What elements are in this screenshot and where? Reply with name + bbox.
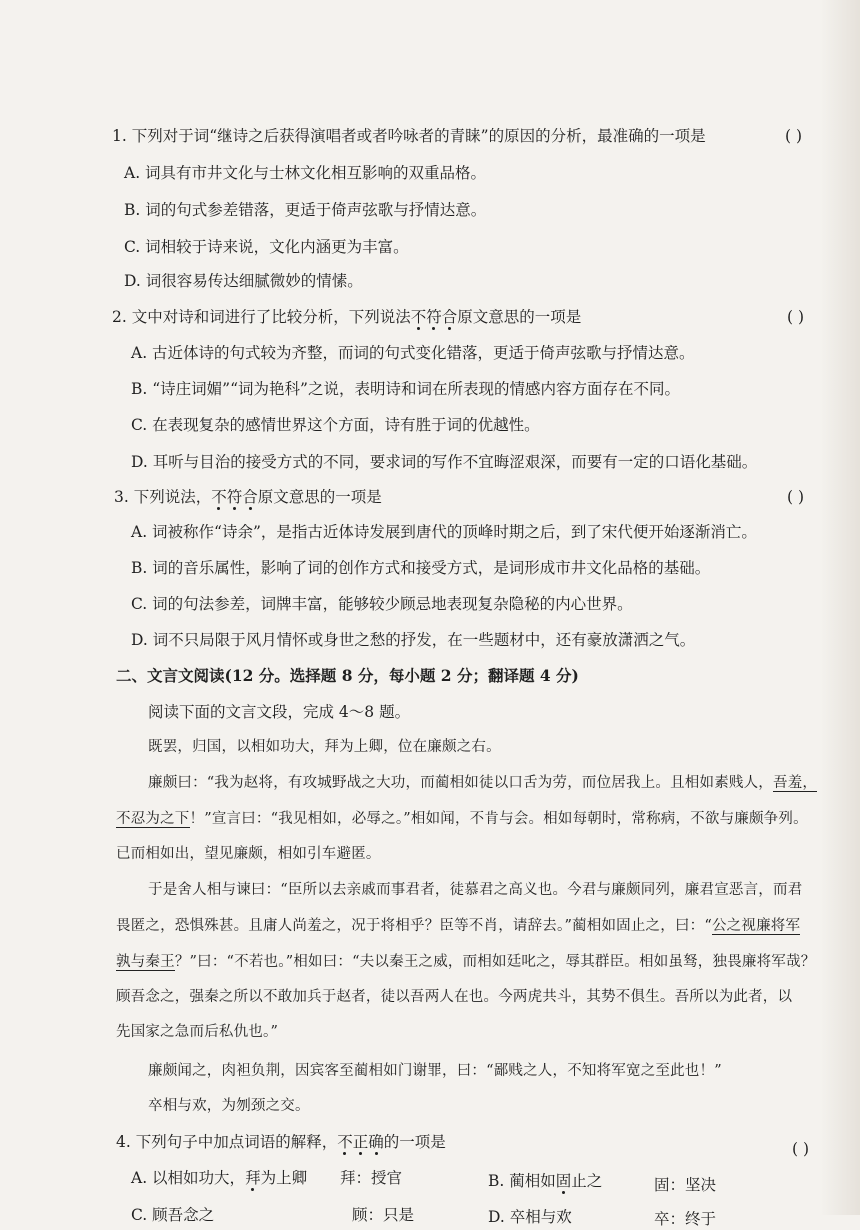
q4-option-a-text: A. 以相如功大， [131, 1169, 246, 1187]
emphasis-char: 不 [337, 1133, 353, 1151]
emphasis-char: 合 [441, 308, 458, 326]
emphasis-char: 符 [226, 488, 243, 506]
q2-answer-bracket[interactable]: ( ) [787, 308, 805, 326]
q3-stem-after: 原文意思的一项是 [257, 488, 382, 506]
q4-stem [116, 1131, 446, 1153]
passage-p3-line-5: 先国家之急而后私仇也。” [116, 1024, 279, 1040]
passage-text: 畏匿之，恐惧殊甚。且庸人尚羞之，况于将相乎？臣等不肖，请辞去。”蔺相如固止之，曰：“ [116, 918, 712, 934]
q4-answer-bracket[interactable]: ( ) [792, 1140, 810, 1158]
page-edge-shadow [820, 0, 860, 1215]
q1-answer-bracket[interactable]: ( ) [785, 127, 803, 145]
emphasis-char: 符 [426, 308, 442, 326]
q4-option-b-gloss: 固：坚决 [654, 1176, 717, 1194]
q3-option-c: C. 词的句法参差，词牌丰富，能够较少顾忌地表现复杂隐秘的内心世界。 [131, 595, 633, 613]
q1-stem: 1. 下列对于词“继诗之后获得演唱者或者吟咏者的青睐”的原因的分析，最准确的一项是 [112, 127, 706, 145]
underlined-sentence: 孰与秦王 [116, 954, 175, 970]
q1-option-a: A. 词具有市井文化与士林文化相互影响的双重品格。 [124, 164, 487, 182]
q3-option-d: D. 词不只局限于风月情怀或身世之愁的抒发，在一些题材中，还有豪放潇洒之气。 [131, 631, 696, 649]
passage-p3-line-3 [116, 951, 815, 973]
emphasis-char: 正 [352, 1133, 369, 1151]
q2-stem-after: 原文意思的一项是 [457, 308, 582, 326]
q3-stem [114, 486, 382, 508]
passage-paragraph-5: 卒相与欢，为刎颈之交。 [148, 1098, 310, 1114]
passage-p2-line-3: 已而相如出，望见廉颇，相如引车避匿。 [116, 846, 381, 862]
section-2-intro: 阅读下面的文言文段，完成 4～8 题。 [148, 703, 411, 721]
q4-option-a-gloss: 拜：授官 [340, 1169, 403, 1187]
q3-option-a: A. 词被称作“诗余”，是指古近体诗发展到唐代的顶峰时期之后，到了宋代便开始逐渐消亡。 [131, 523, 757, 541]
passage-text: ？”曰：“不若也。”相如曰：“夫以秦王之威，而相如廷叱之，辱其群臣。相如虽驽，独畏廉将军哉？ [174, 954, 816, 970]
underlined-sentence: 公之视廉将军 [711, 918, 801, 934]
q4-option-b-text: B. 蔺相如 [488, 1172, 556, 1190]
q4-stem-after: 的一项是 [383, 1133, 446, 1151]
emphasis-char: 不 [410, 308, 427, 326]
q4-option-a [131, 1167, 307, 1189]
q1-option-b: B. 词的句式参差错落，更适于倚声弦歌与抒情达意。 [124, 201, 487, 219]
passage-text: 廉颇曰：“我为赵将，有攻城野战之大功，而蔺相如徒以口舌为劳，而位居我上。且相如素贱人， [148, 775, 774, 791]
passage-p2-line-1 [148, 772, 817, 794]
passage-p3-line-1: 于是舍人相与谏曰：“臣所以去亲戚而事君者，徒慕君之高义也。今君与廉颇同列，廉君宣恶言，而君 [148, 882, 803, 898]
passage-p3-line-2 [116, 915, 800, 937]
q4-option-b [488, 1170, 602, 1192]
q1-option-c: C. 词相较于诗来说，文化内涵更为丰富。 [124, 238, 409, 256]
q2-option-a: A. 古近体诗的句式较为齐整，而词的句式变化错落，更适于倚声弦歌与抒情达意。 [131, 344, 695, 362]
underlined-sentence: 吾羞， [773, 775, 818, 791]
q3-stem-dotted [211, 488, 258, 506]
q2-stem-before: 2. 文中对诗和词进行了比较分析，下列说法 [112, 308, 411, 326]
emphasis-char: 确 [368, 1133, 384, 1151]
passage-p2-line-2 [116, 808, 808, 830]
passage-paragraph-4: 廉颇闻之，肉袒负荆，因宾客至蔺相如门谢罪，曰：“鄙贱之人，不知将军宽之至此也！” [148, 1063, 722, 1079]
q4-option-b-text-end: 止之 [571, 1172, 603, 1190]
q2-option-d: D. 耳听与目治的接受方式的不同，要求词的写作不宜晦涩艰深，而要有一定的口语化基础。 [131, 453, 758, 471]
q4-option-a-text-end: 为上卿 [260, 1169, 308, 1187]
q4-option-d-gloss: 卒：终于 [654, 1210, 717, 1228]
q2-option-c: C. 在表现复杂的感情世界这个方面，诗有胜于词的优越性。 [131, 416, 540, 434]
q3-answer-bracket[interactable]: ( ) [787, 488, 805, 506]
passage-paragraph-1: 既罢，归国，以相如功大，拜为上卿，位在廉颇之右。 [148, 739, 501, 755]
q4-stem-dotted [337, 1133, 384, 1151]
passage-text: ！”宣言曰：“我见相如，必辱之。”相如闻，不肯与会。相如每朝时，常称病，不欲与廉颇争列。 [189, 811, 808, 827]
emphasis-char: 合 [242, 488, 258, 506]
emphasis-char: 不 [211, 488, 227, 506]
q4-option-c-gloss: 顾：只是 [352, 1206, 415, 1224]
passage-p3-line-4: 顾吾念之，强秦之所以不敢加兵于赵者，徒以吾两人在也。今两虎共斗，其势不俱生。吾所以为此者，以 [116, 989, 793, 1005]
q2-option-b: B. “诗庄词媚”“词为艳科”之说，表明诗和词在所表现的情感内容方面存在不同。 [131, 380, 680, 398]
q4-option-a-dotted-word: 拜 [245, 1169, 261, 1187]
q2-stem-dotted [411, 308, 458, 326]
q4-stem-before: 4. 下列句子中加点词语的解释， [116, 1133, 338, 1151]
underlined-sentence: 不忍为之下 [116, 811, 190, 827]
q4-option-c: C. 顾吾念之 [131, 1206, 215, 1224]
q4-option-d: D. 卒相与欢 [488, 1208, 572, 1226]
section-2-heading: 二、文言文阅读(12 分。选择题 8 分，每小题 2 分；翻译题 4 分) [116, 666, 579, 685]
q1-option-d: D. 词很容易传达细腻微妙的情愫。 [124, 272, 363, 290]
q4-option-b-dotted-word: 固 [555, 1172, 572, 1190]
q3-stem-before: 3. 下列说法， [114, 488, 212, 506]
q3-option-b: B. 词的音乐属性，影响了词的创作方式和接受方式，是词形成市井文化品格的基础。 [131, 559, 711, 577]
q2-stem [112, 306, 581, 328]
